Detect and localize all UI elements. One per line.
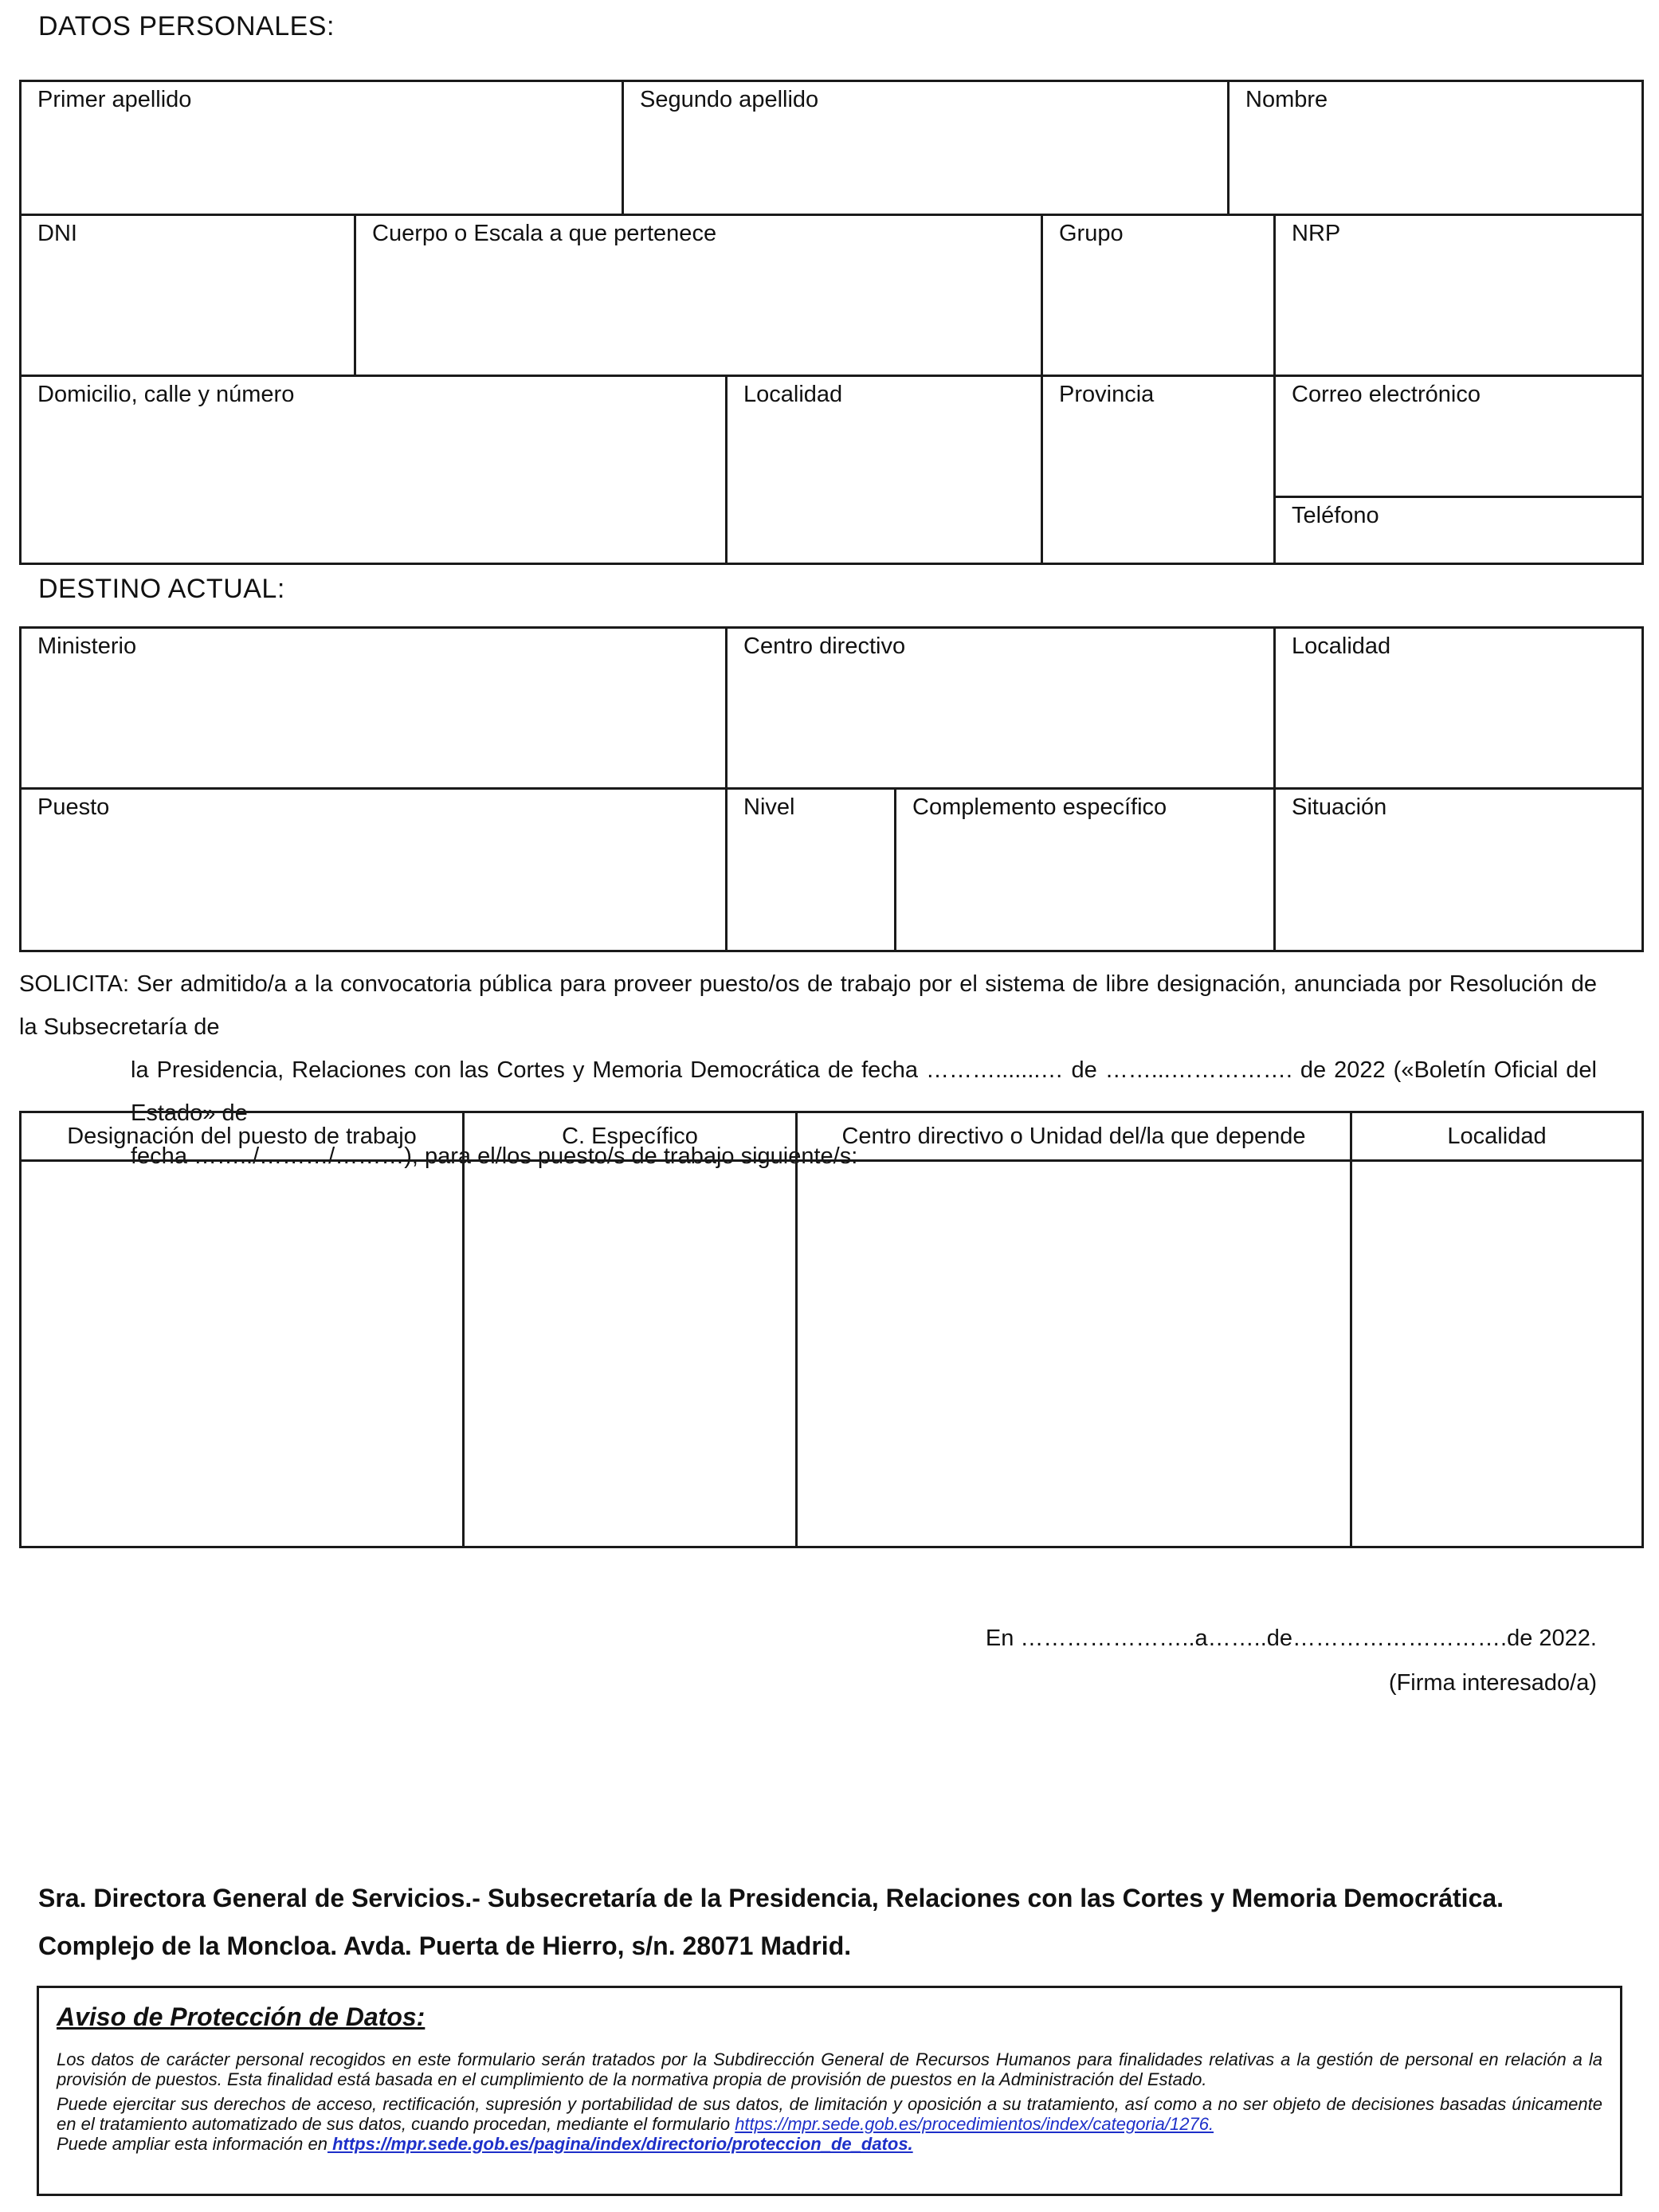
field-centro-directivo[interactable]	[727, 628, 1275, 789]
field-provincia[interactable]	[1042, 376, 1275, 564]
personal-data-table-row3	[19, 375, 1644, 565]
label-grupo: Grupo	[1059, 221, 1124, 246]
posts-header-localidad: Localidad	[1351, 1112, 1643, 1161]
posts-cell-designacion[interactable]	[21, 1161, 464, 1547]
posts-header-centro: Centro directivo o Unidad del/la que depende	[797, 1112, 1351, 1161]
label-localidad: Localidad	[743, 382, 843, 407]
solicita-line-1: SOLICITA: Ser admitido/a a la convocatoria pública para proveer puesto/os de trabajo por el sistema de libre designación, anunciada por Resolución de la Subsecretaría de	[19, 971, 1597, 1040]
address-line-1: Sra. Directora General de Servicios.- Subsecretaría de la Presidencia, Relaciones con las Cortes y Memoria Democrática.	[38, 1884, 1504, 1912]
field-destino-localidad[interactable]	[1275, 628, 1643, 789]
label-cuerpo-escala: Cuerpo o Escala a que pertenece	[372, 221, 717, 246]
label-situacion: Situación	[1292, 794, 1387, 820]
field-correo[interactable]	[1275, 376, 1643, 497]
privacy-paragraph-2	[57, 2094, 1602, 2154]
field-ministerio[interactable]	[21, 628, 727, 789]
privacy-title: Aviso de Protección de Datos:	[57, 2002, 426, 2031]
posts-cell-localidad[interactable]	[1351, 1161, 1643, 1547]
field-nombre[interactable]	[1229, 81, 1643, 215]
label-segundo-apellido: Segundo apellido	[640, 87, 819, 112]
privacy-paragraph-2-text: Puede ejercitar sus derechos de acceso, rectificación, supresión y portabilidad de sus datos, de limitación y oposición a su tratamiento, así como a no ser objeto de decisiones basadas únicamente en el tratamiento automatizado de sus datos, cuando procedan, mediante el formulario	[57, 2094, 1602, 2134]
field-segundo-apellido[interactable]	[623, 81, 1229, 215]
label-correo: Correo electrónico	[1292, 382, 1481, 407]
posts-cell-centro[interactable]	[797, 1161, 1351, 1547]
privacy-paragraph-1: Los datos de carácter personal recogidos en este formulario serán tratados por la Subdirección General de Recursos Humanos para finalidades relativas a la gestión de personal en relación a la provisión de puestos. Esta finalidad está basada en el cumplimiento de la normativa propia de provisión de puestos en la Administración del Estado.	[57, 2049, 1602, 2089]
label-telefono: Teléfono	[1292, 503, 1379, 528]
label-nombre: Nombre	[1245, 87, 1328, 112]
solicita-line-2: la Presidencia, Relaciones con las Cortes y Memoria Democrática de fecha ……….......… de ……...……………. de 2022 («Boletín Oficial del Estado» de	[131, 1057, 1597, 1126]
field-situacion[interactable]	[1275, 789, 1643, 951]
section-title-destino-actual: DESTINO ACTUAL:	[38, 574, 285, 604]
destino-table-row2	[19, 787, 1644, 952]
label-destino-localidad: Localidad	[1292, 633, 1391, 659]
privacy-notice	[37, 1986, 1622, 2196]
personal-data-table-row2	[19, 214, 1644, 377]
field-localidad[interactable]	[727, 376, 1042, 564]
label-dni: DNI	[37, 221, 77, 246]
label-nrp: NRP	[1292, 221, 1341, 246]
label-ministerio: Ministerio	[37, 633, 137, 659]
address-line-2: Complejo de la Moncloa. Avda. Puerta de Hierro, s/n. 28071 Madrid.	[38, 1932, 852, 1960]
posts-header-c-especifico: C. Específico	[464, 1112, 797, 1161]
label-domicilio: Domicilio, calle y número	[37, 382, 295, 407]
privacy-paragraph-3-text: Puede ampliar esta información en	[57, 2134, 327, 2154]
field-primer-apellido[interactable]	[21, 81, 623, 215]
field-grupo[interactable]	[1042, 215, 1275, 376]
signature-date-line: En …………………..a……..de……………………….de 2022.	[985, 1626, 1597, 1651]
field-complemento[interactable]	[896, 789, 1275, 951]
destino-table	[19, 626, 1644, 790]
field-nivel[interactable]	[727, 789, 896, 951]
privacy-form-link[interactable]: https://mpr.sede.gob.es/procedimientos/index/categoria/1276.	[735, 2114, 1214, 2134]
personal-data-table	[19, 80, 1644, 216]
solicita-line-3: fecha ……../………/………), para el/los puesto/s de trabajo siguiente/s:	[131, 1143, 858, 1169]
label-centro-directivo: Centro directivo	[743, 633, 906, 659]
field-telefono[interactable]	[1275, 497, 1643, 564]
posts-cell-c-especifico[interactable]	[464, 1161, 797, 1547]
posts-table	[19, 1111, 1644, 1548]
field-domicilio[interactable]	[21, 376, 727, 564]
field-puesto[interactable]	[21, 789, 727, 951]
label-primer-apellido: Primer apellido	[37, 87, 192, 112]
label-complemento: Complemento específico	[912, 794, 1167, 820]
field-cuerpo-escala[interactable]	[355, 215, 1042, 376]
field-dni[interactable]	[21, 215, 355, 376]
label-nivel: Nivel	[743, 794, 795, 820]
posts-header-designacion: Designación del puesto de trabajo	[21, 1112, 464, 1161]
signature-label: (Firma interesado/a)	[1388, 1670, 1597, 1696]
section-title-datos-personales: DATOS PERSONALES:	[38, 11, 335, 41]
privacy-info-link[interactable]: https://mpr.sede.gob.es/pagina/index/directorio/proteccion_de_datos.	[327, 2134, 913, 2154]
label-provincia: Provincia	[1059, 382, 1155, 407]
field-nrp[interactable]	[1275, 215, 1643, 376]
label-puesto: Puesto	[37, 794, 110, 820]
